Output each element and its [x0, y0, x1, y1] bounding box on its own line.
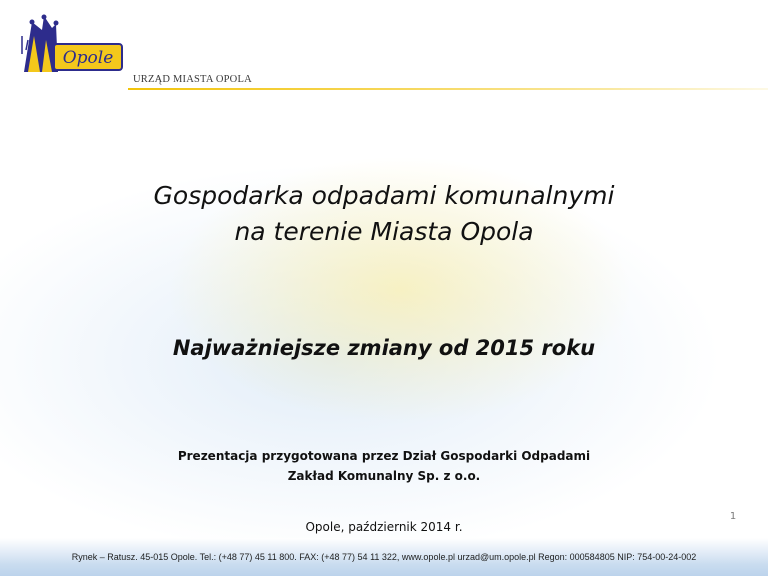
footer-contact: Rynek – Ratusz. 45-015 Opole. Tel.: (+48 77) 45 11 800. FAX: (+48 77) 54 11 322, www.opole.pl urzad@um.opole.pl Regon: 000584805 NIP: 754-00-24-002 [71, 552, 697, 562]
logo-text: Opole [62, 48, 114, 68]
header-accent-line [128, 88, 768, 90]
prepared-by-line-1: Prezentacja przygotowana przez Dział Gospodarki Odpadami [177, 449, 591, 463]
title-line-1: Gospodarka odpadami komunalnymi [153, 181, 615, 210]
prepared-by-line-2: Zakład Komunalny Sp. z o.o. [287, 469, 481, 483]
opole-logo [18, 14, 126, 84]
org-name: URZĄD MIASTA OPOLA [133, 74, 252, 85]
title-line-2: na terenie Miasta Opola [234, 217, 534, 246]
place-date: Opole, październik 2014 r. [305, 520, 463, 534]
slide-subtitle: Najważniejsze zmiany od 2015 roku [172, 336, 596, 360]
prepared-by [40, 446, 728, 486]
slide-number: 1 [729, 511, 737, 522]
slide-title [40, 178, 728, 250]
